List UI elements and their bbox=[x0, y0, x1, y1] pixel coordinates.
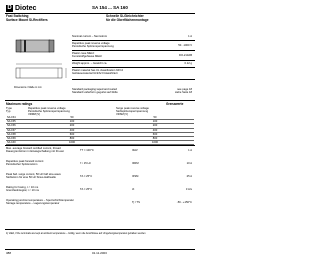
melf-cap-left bbox=[16, 40, 21, 52]
document-date: 01.11.2003 bbox=[92, 251, 107, 255]
spec-divider bbox=[72, 60, 195, 61]
param-symbol: i²t bbox=[132, 187, 135, 191]
spec-value: 50...1000 V bbox=[178, 43, 192, 47]
spec-label-de: Periodische Spitzensperrspannung bbox=[72, 45, 114, 49]
max-ratings-title-en: Maximum ratings bbox=[6, 102, 33, 106]
spec-value: 1 A bbox=[188, 35, 192, 38]
param-en: Operating junction temperature – Sperrschichttemperatur bbox=[6, 199, 74, 202]
title-de-line2: für die Oberflächenmontage bbox=[106, 17, 149, 22]
title-en-line1: Fast Switching bbox=[6, 14, 29, 18]
spec-divider bbox=[72, 79, 195, 80]
param-symbol: Tj / TS bbox=[132, 200, 140, 204]
cathode-band bbox=[24, 40, 26, 52]
cell-type: SA 159 bbox=[6, 137, 28, 141]
cell-vrsm: 1000 bbox=[116, 141, 194, 145]
brand-name: Diotec bbox=[15, 5, 37, 12]
cell-type: SA 156 bbox=[6, 124, 28, 128]
table-header-row bbox=[6, 107, 194, 116]
param-de: Stoßstrom für eine 50 Hz Sinus-Halbwelle bbox=[6, 176, 56, 180]
section-divider bbox=[5, 145, 195, 146]
param-de: Storage temperature – Lagerungstemperatur bbox=[6, 202, 60, 206]
param-value: 25 A bbox=[186, 174, 192, 178]
param-condition: TA = 25°C bbox=[80, 187, 93, 191]
param-value: 3 A²s bbox=[185, 187, 192, 191]
spec-value: DO-213AB bbox=[179, 53, 192, 57]
spec-label: Repetitive peak reverse voltage bbox=[72, 42, 110, 45]
param-de: Grenzlastintegral, t < 10 ms bbox=[6, 189, 39, 193]
spec-label: Plastic case MELF bbox=[72, 52, 95, 55]
cell-vrrm: 1000 bbox=[28, 141, 116, 145]
page-number: 388 bbox=[6, 251, 12, 255]
cell-vrrm: 200 bbox=[28, 124, 116, 128]
spec-value: 0.12 g bbox=[184, 62, 192, 65]
spec-label-de: Kunststoffgehäuse MELF bbox=[72, 55, 103, 59]
param-de: Periodischer Spitzenstrom bbox=[6, 163, 38, 167]
cell-vrsm: 600 bbox=[116, 132, 194, 136]
spec-value: siehe Seite 18 bbox=[174, 91, 192, 95]
param-en: Peak fwd. surge current, 50 Hz half sine-wave bbox=[6, 173, 61, 176]
col-header-vrrm: Repetitive peak reverse voltage Periodische Spitzensperrspannung VRRM [V] bbox=[28, 107, 70, 116]
spec-label-de: Gehäusematerial UL94V-0 klassifiziert bbox=[72, 72, 118, 76]
cell-vrsm: 200 bbox=[116, 124, 194, 128]
footnote: 1) Valid, if the terminals are kept at ambient temperature – Gültig, wenn die Anschlüsse auf Umgebungstemperatur gehalten werden bbox=[6, 232, 146, 235]
spec-label: Weight approx. – Gewicht ca. bbox=[72, 62, 108, 65]
param-en: Max. average forward rectified current, R-load bbox=[6, 147, 61, 150]
param-condition: TA = 25°C bbox=[80, 174, 93, 178]
cell-vrsm: 50 bbox=[116, 116, 194, 120]
spec-label: Standard Lieferform gegurtet auf Rolle bbox=[72, 91, 118, 95]
dimension-drawing bbox=[8, 60, 70, 85]
section-divider bbox=[5, 100, 195, 101]
title-english bbox=[6, 15, 48, 23]
col-header-vrsm: Surge peak reverse voltage Stoßspitzensperrspannung VRSM [V] bbox=[116, 107, 149, 116]
param-de: Dauergrenzstrom in Einwegschaltung mit R-Last bbox=[6, 150, 64, 154]
cell-type: SA 154 bbox=[6, 116, 28, 120]
param-symbol: IFRM bbox=[132, 161, 139, 165]
col-header-type: Type Typ bbox=[6, 107, 12, 113]
param-en: Repetitive peak forward current bbox=[6, 160, 44, 163]
cell-type: SA 158 bbox=[6, 132, 28, 136]
param-value: 1 A bbox=[188, 148, 192, 152]
cell-vrsm: 800 bbox=[116, 137, 194, 141]
param-symbol: IFAV bbox=[132, 148, 138, 152]
max-ratings-table bbox=[6, 107, 194, 145]
dimensions-caption: Dimensions / Maße in mm bbox=[14, 86, 42, 89]
cell-vrrm: 800 bbox=[28, 137, 116, 141]
spec-label: Standard packaging taped and reeled bbox=[72, 88, 117, 91]
param-value: -50...+150°C bbox=[176, 200, 192, 204]
title-german bbox=[106, 15, 149, 23]
footnote-divider bbox=[5, 229, 195, 230]
cell-vrrm: 400 bbox=[28, 128, 116, 132]
title-de-line1: Schnelle Si-Gleichrichter bbox=[106, 14, 144, 18]
spec-value: see page 18 bbox=[177, 88, 192, 91]
part-number-range: SA 154 ... SA 160 bbox=[92, 5, 128, 10]
spec-divider bbox=[72, 40, 195, 41]
title-en-line2: Surface Mount Si-Rectifiers bbox=[6, 17, 48, 22]
cell-vrrm: 50 bbox=[28, 116, 116, 120]
footer-divider bbox=[5, 249, 195, 250]
param-symbol: IFSM bbox=[132, 174, 139, 178]
cell-vrrm: 600 bbox=[28, 132, 116, 136]
param-en: Rating for fusing, t < 10 ms bbox=[6, 186, 39, 189]
cell-type: SA 155 bbox=[6, 120, 28, 124]
diotec-logo-icon: D bbox=[7, 5, 12, 11]
brand-logo bbox=[6, 5, 36, 12]
cell-vrsm: 400 bbox=[116, 128, 194, 132]
spec-label: Nominal current – Nennstrom bbox=[72, 35, 108, 38]
melf-cap-right bbox=[49, 40, 54, 52]
dim-outline bbox=[16, 68, 62, 78]
header-divider bbox=[5, 13, 195, 14]
cell-vrsm: 100 bbox=[116, 120, 194, 124]
param-condition: f > 15 Hz bbox=[80, 161, 91, 165]
spec-divider bbox=[72, 50, 195, 51]
package-drawing bbox=[10, 34, 60, 58]
cell-type: SA 160 bbox=[6, 141, 28, 145]
cell-type: SA 157 bbox=[6, 128, 28, 132]
spec-label: Plastic material has UL classification 94V-0 bbox=[72, 69, 124, 72]
param-value: 10 A bbox=[186, 161, 192, 165]
max-ratings-title-de: Grenzwerte bbox=[166, 102, 184, 106]
param-condition: TT = 100°C bbox=[80, 148, 94, 152]
spec-divider bbox=[72, 67, 195, 68]
cell-vrrm: 100 bbox=[28, 120, 116, 124]
